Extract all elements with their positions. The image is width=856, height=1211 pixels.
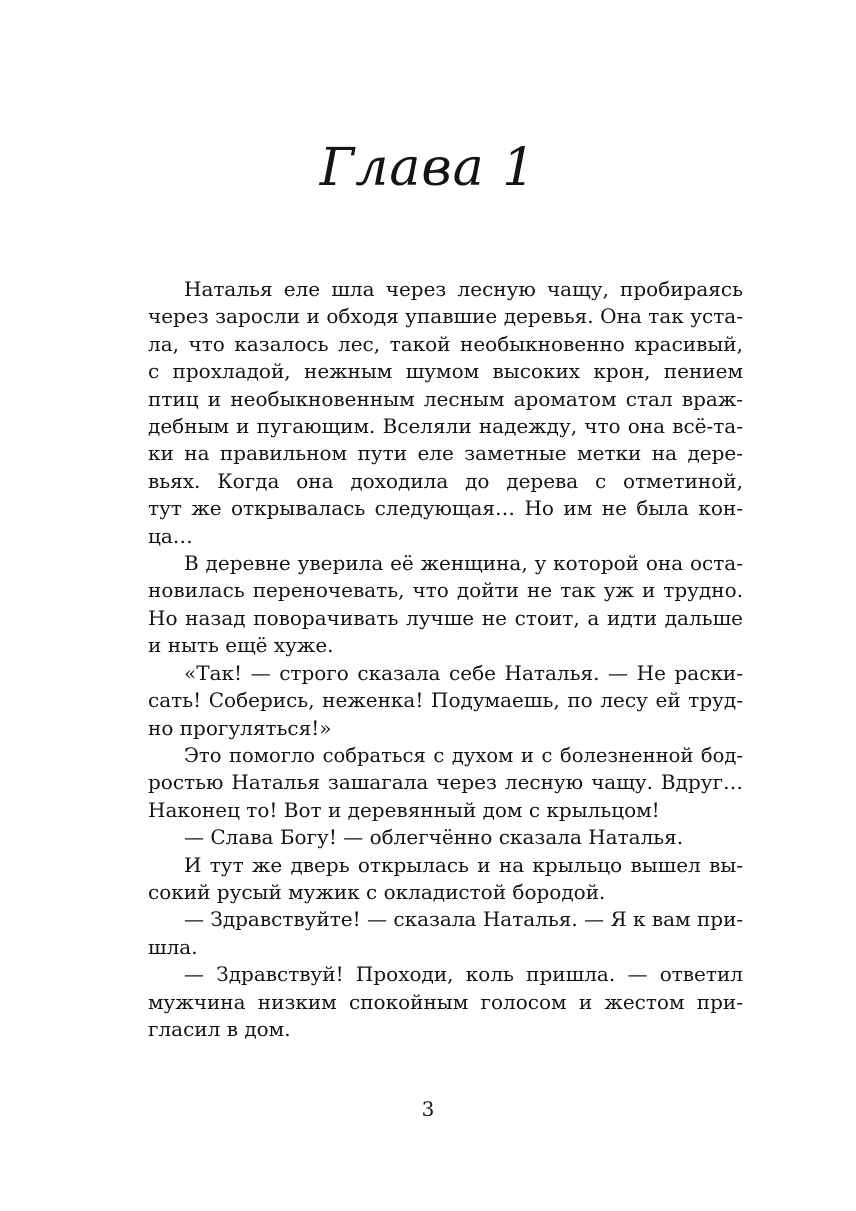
text-line: Но назад поворачивать лучше не стоит, а идти дальше	[148, 605, 743, 630]
text-line: дебным и пугающим. Вселяли надежду, что она всё-та-	[148, 414, 743, 439]
text-line: — Здравствуйте! — сказала Наталья. — Я к вам при-	[184, 907, 744, 932]
text-line: сать! Соберись, неженка! Подумаешь, по лесу ей труд-	[148, 688, 743, 713]
body-text	[148, 276, 743, 1043]
text-line: сокий русый мужик с окладистой бородой.	[148, 879, 606, 904]
text-line: И тут же дверь открылась и на крыльцо вышел вы-	[184, 852, 743, 877]
text-line: ростью Наталья зашагала через лесную чащу. Вдруг…	[148, 770, 743, 795]
text-line: — Здравствуй! Проходи, коль пришла. — ответил	[184, 962, 743, 987]
text-line: и ныть ещё хуже.	[148, 633, 334, 658]
text-line: Это помогло собраться с духом и с болезненной бод-	[184, 743, 743, 767]
text-line: — Слава Богу! — облегчённо сказала Наталья.	[184, 825, 684, 850]
text-line: новилась переночевать, что дойти не так уж и трудно.	[148, 578, 743, 603]
text-line: мужчина низким спокойным голосом и жестом при-	[148, 989, 743, 1014]
text-line: но прогуляться!»	[148, 715, 332, 740]
text-line: ла, что казалось лес, такой необыкновенно красивый,	[148, 331, 743, 356]
text-line: тут же открывалась следующая… Но им не была кон-	[148, 496, 743, 521]
text-line: через заросли и обходя упавшие деревья. Она так уста-	[148, 304, 743, 329]
text-line: гласил в дом.	[148, 1016, 291, 1041]
text-line: птиц и необыкновенным лесным ароматом стал враж-	[148, 386, 743, 411]
text-line: В деревне уверила её женщина, у которой она оста-	[184, 551, 743, 576]
text-line: ца…	[148, 523, 193, 548]
text-line: Наталья еле шла через лесную чащу, пробираясь	[184, 277, 743, 301]
text-line: с прохладой, нежным шумом высоких крон, пением	[148, 359, 743, 384]
text-line: Наконец то! Вот и деревянный дом с крыльцом!	[148, 797, 660, 822]
text-line: шла.	[148, 934, 198, 959]
page-number: 3	[421, 1097, 435, 1121]
text-line: «Так! — строго сказала себе Наталья. — Не раски-	[184, 660, 743, 685]
chapter-title: Глава 1	[319, 138, 537, 198]
text-line: вьях. Когда она доходила до дерева с отметиной,	[148, 468, 743, 493]
text-line: ки на правильном пути еле заметные метки на дере-	[148, 441, 743, 466]
